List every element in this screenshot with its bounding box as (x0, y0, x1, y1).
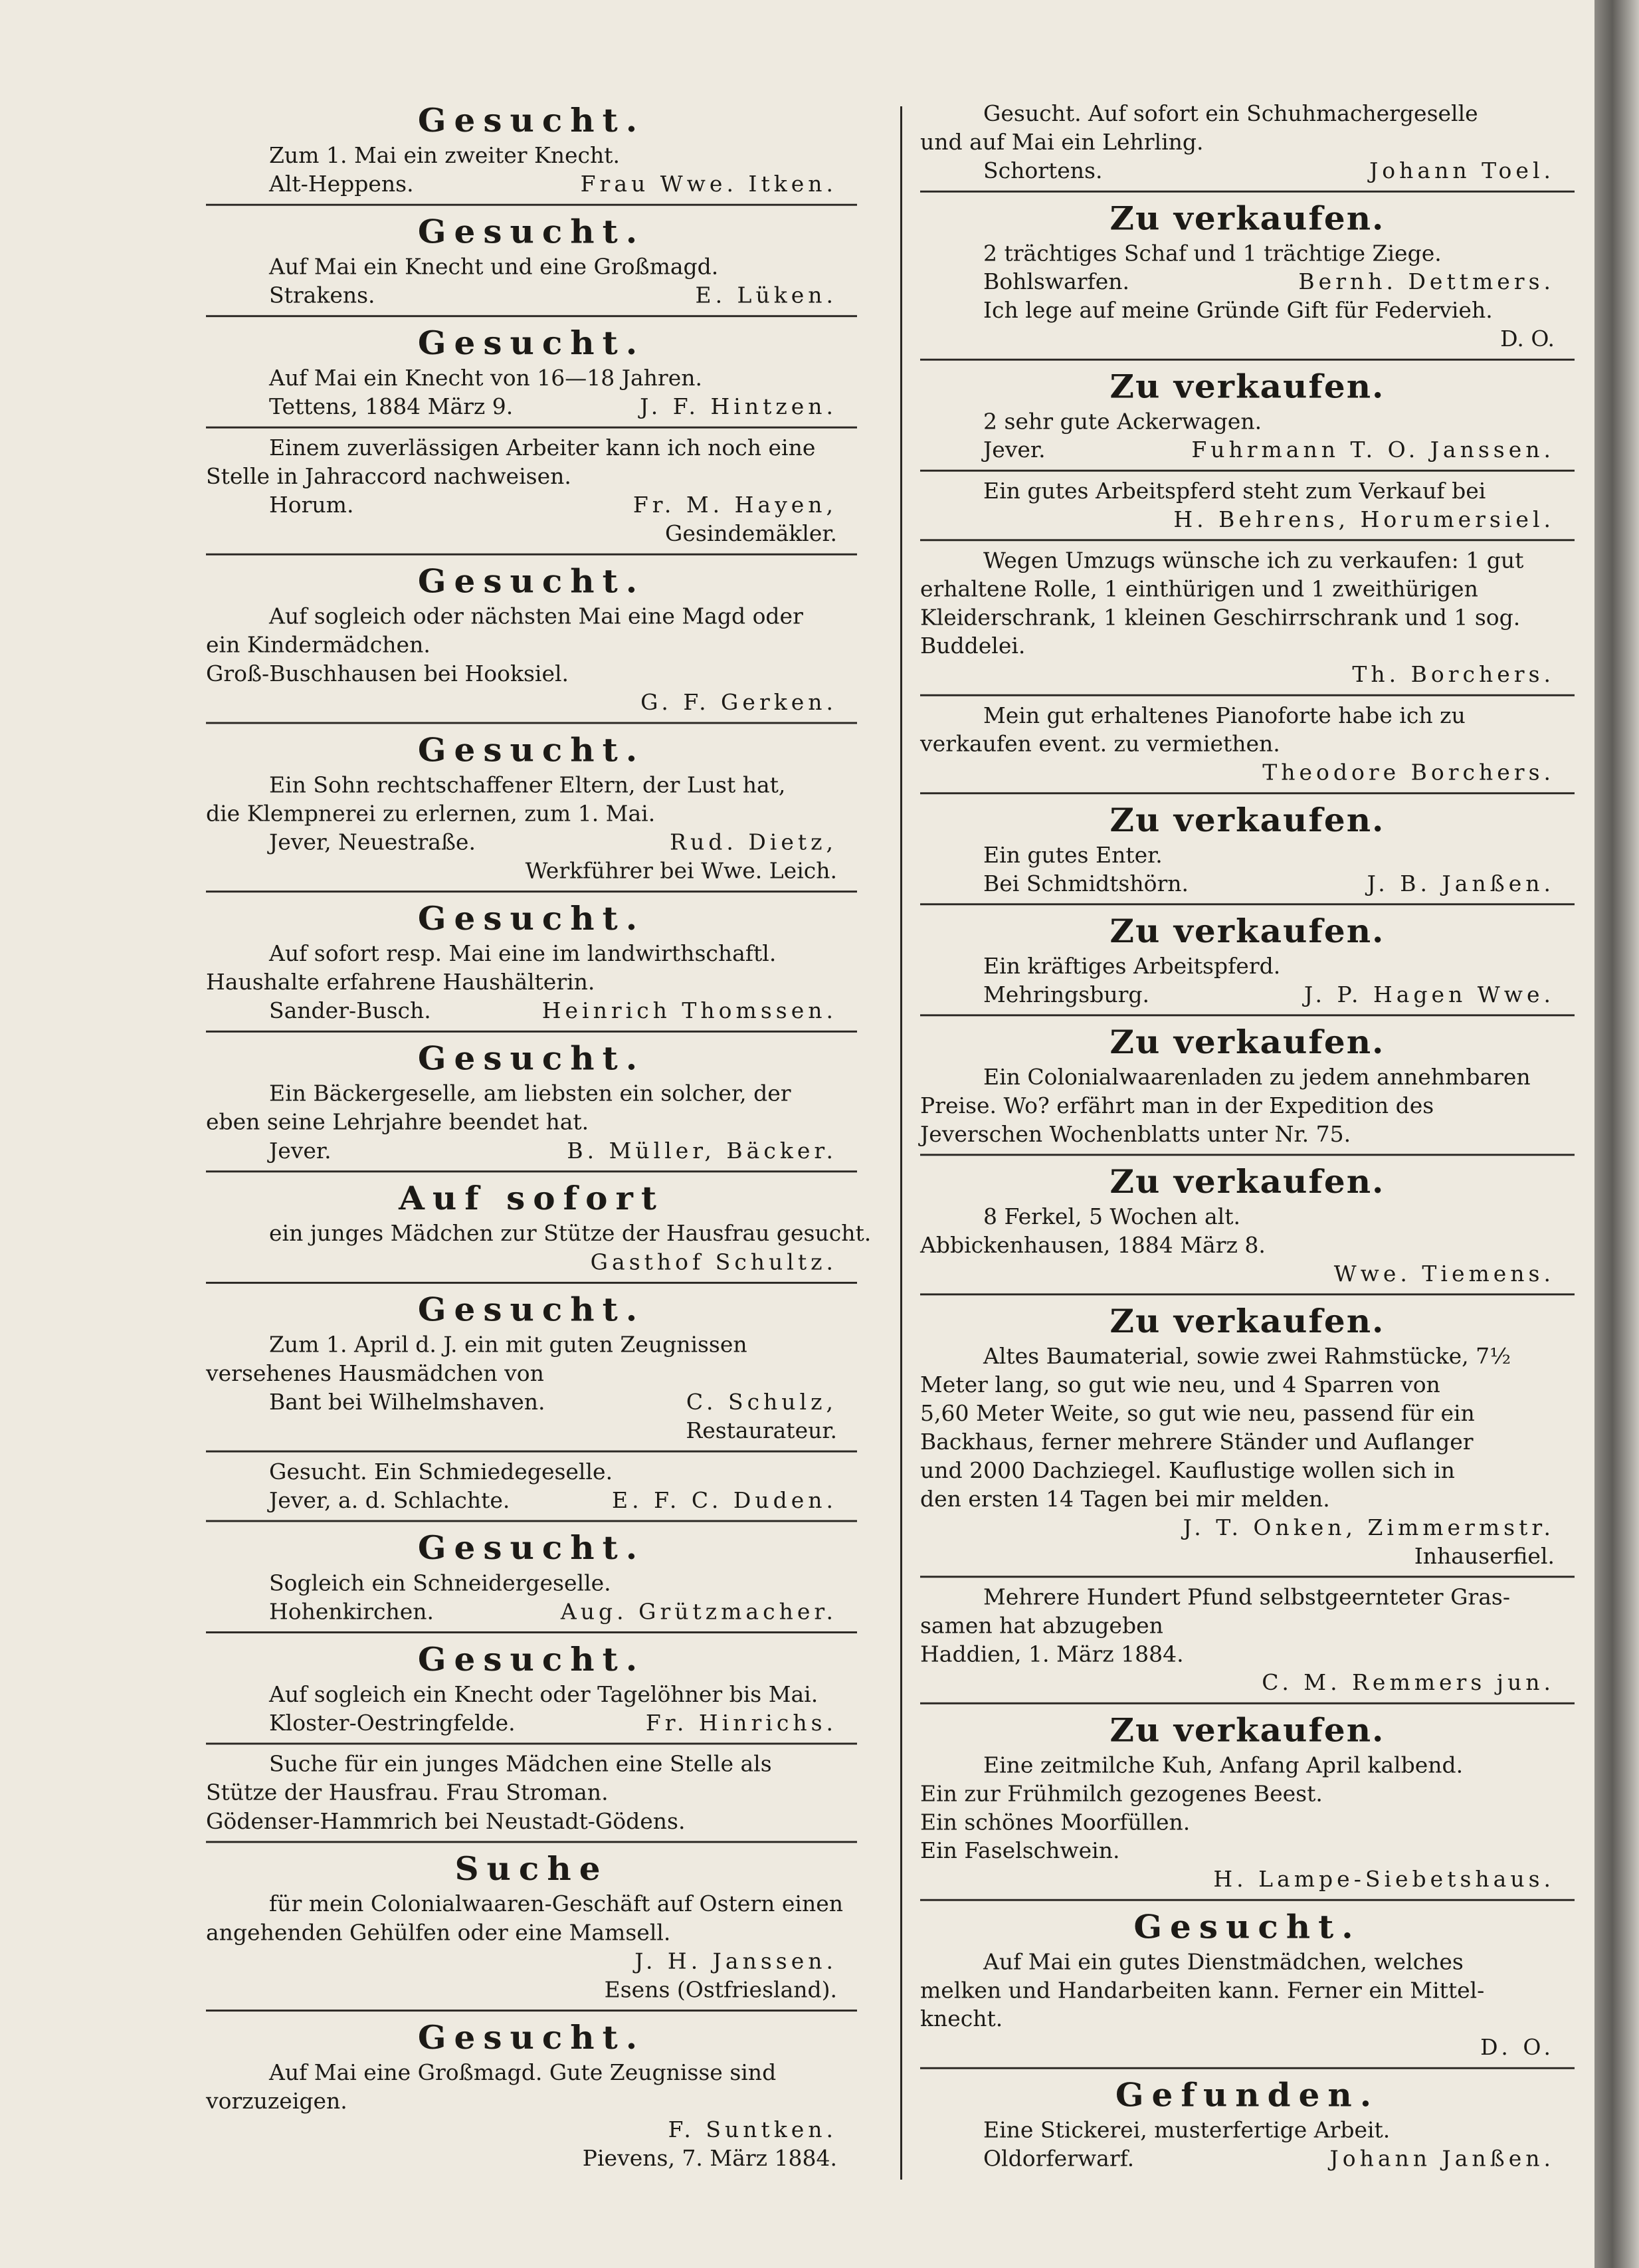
advertisement (206, 322, 857, 421)
ad-place: Oldorferwarf. (983, 2145, 1135, 2172)
advertisement (206, 729, 857, 885)
ad-text-line: 2 sehr gute Ackerwagen. (983, 408, 1262, 435)
ad-separator (920, 1014, 1575, 1016)
ad-signature-row (206, 1248, 857, 1277)
ad-signer: Heinrich Thomssen. (541, 997, 837, 1024)
advertisement (920, 910, 1575, 1009)
ad-signer: Aug. Grützmacher. (560, 1599, 837, 1625)
ad-text-line: Stütze der Hausfrau. Frau Stroman. (206, 1780, 609, 1805)
ad-separator (920, 539, 1575, 541)
ad-signature-row (206, 828, 857, 857)
ad-signer: Th. Borchers. (1352, 661, 1555, 688)
advertisement (206, 1848, 857, 2004)
ad-signer: Rud. Dietz, (670, 829, 837, 855)
ad-headline: Zu verkaufen. (1109, 1162, 1385, 1201)
ad-signer-note: Restaurateur. (686, 1417, 837, 1443)
ad-headline: Gesucht. (417, 1639, 646, 1679)
advertisement (206, 1289, 857, 1445)
advertisement (206, 2017, 857, 2173)
ad-separator (206, 1841, 857, 1843)
ad-text-line: Auf Mai eine Großmagd. Gute Zeugnisse sind (269, 2059, 777, 2085)
ad-signature-row (206, 997, 857, 1025)
ad-text-line: Haddien, 1. März 1884. (920, 1641, 1184, 1667)
ad-signature-row (920, 661, 1575, 689)
advertisement (206, 1750, 857, 1835)
advertisement (206, 434, 857, 548)
ad-signer: Gasthof Schultz. (590, 1249, 837, 1275)
advertisement (206, 1639, 857, 1738)
ad-separator (206, 1170, 857, 1172)
ad-text-line: Kleiderschrank, 1 kleinen Geschirrschrank und 1 sog. (920, 604, 1521, 631)
ad-signer: H. Behrens, Horumersiel. (1173, 506, 1555, 532)
ad-signer: Frau Wwe. Itken. (580, 171, 837, 197)
ad-text-line: Ein Bäckergeselle, am liebsten ein solcher, der (269, 1081, 791, 1106)
advertisement (206, 1457, 857, 1514)
ad-signer: D. O. (1480, 2034, 1555, 2061)
ad-signer: J. H. Janssen. (634, 1948, 837, 1974)
ad-headline: Auf sofort (399, 1179, 664, 1217)
ad-text-line: Eine zeitmilche Kuh, Anfang April kalbend. (983, 1752, 1464, 1778)
ad-signature-row (206, 281, 857, 310)
ad-headline: Gesucht. (417, 2017, 646, 2057)
right-column (920, 100, 1575, 2172)
ad-signer: E. F. C. Duden. (612, 1487, 837, 1513)
ad-signer: Fr. M. Hayen, (632, 492, 837, 518)
ad-separator (920, 792, 1575, 794)
advertisement (920, 1907, 1575, 2062)
left-column (206, 100, 872, 2172)
ad-headline: Gesucht. (417, 898, 646, 938)
advertisement (920, 546, 1575, 689)
ad-signature-row (920, 1669, 1575, 1697)
ad-signature-row (920, 981, 1575, 1009)
ad-signer: F. Suntken. (668, 2116, 837, 2142)
ad-separator (206, 554, 857, 556)
advertisement (920, 1161, 1575, 1288)
ad-text-line: 5,60 Meter Weite, so gut wie neu, passend für ein (920, 1400, 1475, 1426)
ad-text-line: Ein zur Frühmilch gezogenes Beest. (920, 1780, 1323, 1807)
ad-text-line: Auf Mai ein Knecht von 16—18 Jahren. (269, 365, 702, 391)
ad-text-line: versehenes Hausmädchen von (206, 1360, 544, 1386)
ad-separator (206, 890, 857, 892)
ad-signature-row (206, 393, 857, 421)
ad-headline: Zu verkaufen. (1109, 1023, 1385, 1061)
ad-signature-row (920, 157, 1575, 185)
ad-text-line: und auf Mai ein Lehrling. (920, 129, 1204, 155)
ad-signer: Theodore Borchers. (1262, 760, 1555, 785)
ad-separator (920, 903, 1575, 905)
ad-place: Strakens. (269, 282, 375, 308)
ad-separator (206, 1031, 857, 1033)
ad-headline: Zu verkaufen. (1109, 199, 1385, 238)
ad-text-line: Stelle in Jahraccord nachweisen. (206, 463, 571, 489)
ad-signature-row (206, 1388, 857, 1417)
ad-separator (206, 1631, 857, 1633)
ad-separator (206, 204, 857, 206)
ad-signer: J. P. Hagen Wwe. (1303, 981, 1555, 1007)
ad-text-line: Zum 1. Mai ein zweiter Knecht. (269, 142, 620, 168)
ad-signature-row (206, 2116, 857, 2144)
ad-text-line: Groß-Buschhausen bei Hooksiel. (206, 661, 569, 686)
ad-signer-note: Pievens, 7. März 1884. (582, 2145, 837, 2172)
ad-signer: C. Schulz, (686, 1389, 837, 1415)
ad-text-line: den ersten 14 Tagen bei mir melden. (920, 1486, 1330, 1512)
ad-text-line: Mein gut erhaltenes Pianoforte habe ich zu (983, 702, 1466, 728)
column-divider (900, 106, 902, 2180)
ad-separator (206, 1451, 857, 1453)
ad-headline: Suche (454, 1849, 609, 1888)
advertisement (206, 561, 857, 717)
ad-text-line: ein junges Mädchen zur Stütze der Hausfrau gesucht. (269, 1220, 872, 1247)
ad-place: Tettens, 1884 März 9. (269, 393, 514, 419)
ad-text-line: eben seine Lehrjahre beendet hat. (206, 1109, 589, 1135)
ad-text-line: Abbickenhausen, 1884 März 8. (920, 1232, 1266, 1258)
ad-place: Jever. (269, 1138, 332, 1164)
advertisement (920, 198, 1575, 354)
ad-text-line: Sogleich ein Schneidergeselle. (269, 1570, 611, 1596)
ad-separator (206, 2010, 857, 2011)
ad-separator (920, 1576, 1575, 1578)
ad-separator (920, 2067, 1575, 2069)
ad-signature-row (206, 1947, 857, 1976)
advertisement (920, 799, 1575, 898)
ad-headline: Gesucht. (417, 1039, 646, 1078)
ad-text-line: Ein Colonialwaarenladen zu jedem annehmbaren (983, 1064, 1531, 1090)
ad-text-line: knecht. (920, 2006, 1003, 2032)
ad-text-line: verkaufen event. zu vermiethen. (920, 731, 1280, 757)
ad-signer: G. F. Gerken. (640, 689, 837, 715)
ad-text-line: Ich lege auf meine Gründe Gift für Federvieh. (983, 297, 1493, 324)
ad-signer: E. Lüken. (695, 282, 837, 308)
ad-signature-row (920, 268, 1575, 296)
ad-headline: Zu verkaufen. (1109, 1302, 1385, 1340)
ad-separator (206, 315, 857, 317)
ad-text-line: Preise. Wo? erfährt man in der Expedition des (920, 1092, 1434, 1118)
ad-text-line: Ein gutes Enter. (983, 842, 1163, 868)
ad-signer: Fr. Hinrichs. (645, 1710, 837, 1736)
ad-headline: Gefunden. (1115, 2075, 1380, 2114)
ad-text-line: Auf sogleich oder nächsten Mai eine Magd oder (269, 603, 803, 629)
ad-signer-note: Inhauserfiel. (1414, 1543, 1555, 1569)
ad-headline: Zu verkaufen. (1109, 1710, 1385, 1750)
ad-text-line: Eine Stickerei, musterfertige Arbeit. (983, 2116, 1391, 2143)
ad-place: Mehringsburg. (983, 981, 1149, 1007)
advertisement (920, 1300, 1575, 1570)
ad-text-line: Gödenser-Hammrich bei Neustadt-Gödens. (206, 1808, 686, 1834)
ad-place: Bohlswarfen. (983, 268, 1130, 295)
ad-separator (920, 191, 1575, 193)
advertisement (920, 1021, 1575, 1148)
ad-signature-row (920, 2144, 1575, 2173)
ad-signer-note: D. O. (1500, 326, 1555, 352)
ad-text-line: Buddelei. (920, 633, 1026, 659)
ad-place: Kloster-Oestringfelde. (269, 1710, 516, 1736)
ad-signature-row (206, 491, 857, 520)
ad-text-line: Ein kräftiges Arbeitspferd. (983, 953, 1281, 979)
ad-text-line: Gesucht. Ein Schmiedegeselle. (269, 1459, 613, 1485)
ad-text-line: Auf Mai ein gutes Dienstmädchen, welches (983, 1948, 1464, 1975)
ad-signer-note: Gesindemäkler. (665, 520, 837, 546)
ad-signer: B. Müller, Bäcker. (567, 1138, 837, 1164)
ad-text-line: Haushalte erfahrene Haushälterin. (206, 969, 595, 995)
ad-text-line: Suche für ein junges Mädchen eine Stelle als (269, 1751, 772, 1777)
ad-signer: J. F. Hintzen. (640, 393, 837, 419)
ad-signer: H. Lampe-Siebetshaus. (1213, 1866, 1555, 1893)
ad-signer: Fuhrmann T. O. Janssen. (1191, 437, 1555, 463)
ad-place: Horum. (269, 492, 354, 518)
ad-separator (206, 1282, 857, 1284)
ad-separator (920, 1293, 1575, 1295)
ad-signer: Wwe. Tiemens. (1333, 1261, 1555, 1287)
ad-signer: Bernh. Dettmers. (1298, 268, 1555, 295)
ad-separator (206, 427, 857, 429)
advertisement (206, 100, 857, 199)
ad-place: Alt-Heppens. (269, 171, 414, 197)
ad-signature-row (920, 2033, 1575, 2062)
ad-headline: Gesucht. (417, 730, 646, 770)
advertisement (920, 1583, 1575, 1697)
ad-text-line: Zum 1. April d. J. ein mit guten Zeugnissen (269, 1332, 747, 1358)
ad-headline: Gesucht. (417, 323, 646, 362)
advertisement (920, 1710, 1575, 1894)
ad-signer-note: Werkführer bei Wwe. Leich. (525, 858, 837, 884)
ad-separator (920, 694, 1575, 696)
ad-text-line: angehenden Gehülfen oder eine Mamsell. (206, 1919, 671, 1946)
ad-separator (206, 1742, 857, 1744)
ad-text-line: melken und Handarbeiten kann. Ferner ein Mittel- (920, 1977, 1485, 2004)
ad-text-line: Einem zuverlässigen Arbeiter kann ich noch eine (269, 435, 816, 461)
ad-signature-row (920, 758, 1575, 787)
ad-text-line: Ein Faselschwein. (920, 1837, 1120, 1864)
ad-signer: C. M. Remmers jun. (1262, 1669, 1555, 1696)
ad-text-line: Meter lang, so gut wie neu, und 4 Sparren von (920, 1372, 1440, 1397)
advertisement (920, 100, 1575, 185)
ad-signature-row (920, 870, 1575, 898)
ad-text-line: samen hat abzugeben (920, 1612, 1163, 1639)
advertisement (920, 366, 1575, 464)
ad-place: Hohenkirchen. (269, 1599, 434, 1625)
ad-separator (206, 722, 857, 724)
ad-signature-row (206, 1487, 857, 1515)
ad-text-line: 8 Ferkel, 5 Wochen alt. (983, 1203, 1240, 1229)
ad-place: Bant bei Wilhelmshaven. (269, 1389, 545, 1415)
ad-text-line: die Klempnerei zu erlernen, zum 1. Mai. (206, 801, 656, 827)
ad-separator (920, 359, 1575, 361)
ad-text-line: vorzuzeigen. (206, 2088, 347, 2114)
ad-signature-row (206, 1136, 857, 1165)
ad-place: Sander-Busch. (269, 997, 431, 1024)
ad-text-line: Ein Sohn rechtschaffener Eltern, der Lust hat, (269, 772, 786, 798)
ad-text-line: und 2000 Dachziegel. Kauflustige wollen sich in (920, 1457, 1455, 1483)
ad-text-line: für mein Colonialwaaren-Geschäft auf Ostern einen (269, 1891, 843, 1917)
ad-text-line: Auf sogleich ein Knecht oder Tagelöhner bis Mai. (269, 1681, 819, 1707)
ad-headline: Gesucht. (417, 1290, 646, 1329)
ad-text-line: Ein schönes Moorfüllen. (920, 1809, 1191, 1835)
advertisement (920, 2075, 1575, 2173)
ad-signature-row (920, 1514, 1575, 1542)
ad-text-line: Gesucht. Auf sofort ein Schuhmachergeselle (983, 100, 1478, 127)
ad-separator (206, 1520, 857, 1522)
ad-signer-note: Esens (Ostfriesland). (604, 1977, 837, 2003)
advertisement (206, 211, 857, 310)
ad-text-line: Auf sofort resp. Mai eine im landwirthschaftl. (269, 940, 777, 966)
ad-text-line: Backhaus, ferner mehrere Ständer und Auflanger (920, 1429, 1474, 1455)
ad-text-line: erhaltene Rolle, 1 einthürigen und 1 zweithürigen (920, 575, 1478, 602)
advertisement (206, 1038, 857, 1166)
ad-signature-row (920, 1260, 1575, 1289)
ad-headline: Gesucht. (1133, 1907, 1361, 1946)
ad-headline: Zu verkaufen. (1109, 367, 1385, 406)
ad-separator (920, 470, 1575, 472)
ad-headline: Gesucht. (417, 562, 646, 601)
ad-place: Schortens. (983, 157, 1103, 184)
ad-headline: Gesucht. (417, 100, 646, 140)
advertisement (920, 702, 1575, 787)
ad-separator (920, 1702, 1575, 1704)
ad-headline: Zu verkaufen. (1109, 800, 1385, 839)
ad-text-line: Wegen Umzugs wünsche ich zu verkaufen: 1 gut (983, 548, 1524, 573)
ad-place: Bei Schmidtshörn. (983, 871, 1189, 896)
ad-signer: Johann Toel. (1369, 157, 1555, 184)
ad-signature-row (920, 436, 1575, 464)
ad-signature-row (206, 170, 857, 199)
advertisement (206, 1178, 872, 1277)
ad-text-line: Ein gutes Arbeitspferd steht zum Verkauf bei (983, 478, 1486, 504)
ad-text-line: Mehrere Hundert Pfund selbstgeernteter Gras- (983, 1584, 1510, 1610)
advertisement (206, 1527, 857, 1626)
advertisement (206, 898, 857, 1025)
ad-signature-row (206, 1598, 857, 1626)
ad-signer: Johann Janßen. (1329, 2145, 1555, 2172)
ad-signer: J. B. Janßen. (1367, 871, 1555, 896)
ad-signer: J. T. Onken, Zimmermstr. (1183, 1514, 1555, 1540)
ad-headline: Zu verkaufen. (1109, 912, 1385, 950)
advertisement (920, 477, 1575, 534)
ad-place: Jever, Neuestraße. (269, 829, 476, 855)
book-spine-shadow (1594, 0, 1639, 2268)
ad-place: Jever, a. d. Schlachte. (269, 1487, 510, 1513)
ad-separator (920, 1154, 1575, 1156)
ad-text-line: ein Kindermädchen. (206, 632, 431, 658)
ad-separator (920, 1899, 1575, 1901)
ad-headline: Gesucht. (417, 212, 646, 251)
ad-headline: Gesucht. (417, 1528, 646, 1567)
ad-text-line: Altes Baumaterial, sowie zwei Rahmstücke, 7½ (983, 1343, 1511, 1369)
ad-place: Jever. (983, 437, 1046, 463)
ad-signature-row (206, 688, 857, 717)
ad-text-line: 2 trächtiges Schaf und 1 trächtige Ziege. (983, 240, 1442, 266)
ad-signature-row (920, 506, 1575, 534)
ad-signature-row (206, 1709, 857, 1738)
ad-text-line: Auf Mai ein Knecht und eine Großmagd. (269, 254, 719, 280)
ad-signature-row (920, 1865, 1575, 1894)
ad-text-line: Jeverschen Wochenblatts unter Nr. 75. (920, 1121, 1351, 1147)
